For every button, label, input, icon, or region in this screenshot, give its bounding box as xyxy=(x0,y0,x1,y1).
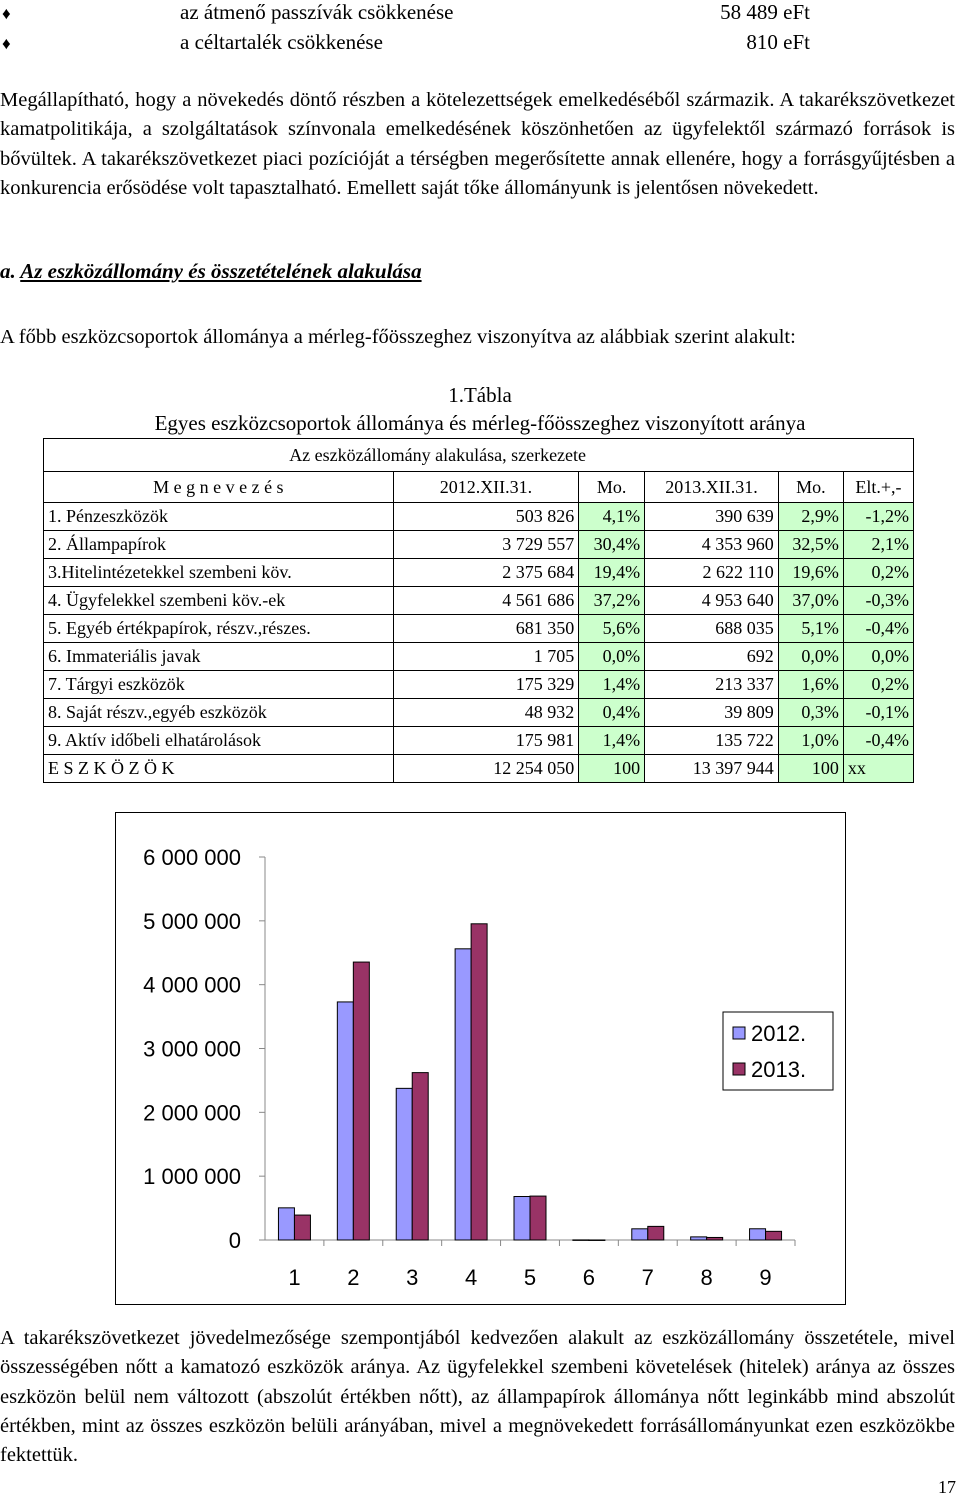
table-cell: 2,9% xyxy=(778,503,843,531)
table-header-row xyxy=(44,472,914,503)
bar-2012-6 xyxy=(573,1240,589,1241)
bar-2013-7 xyxy=(648,1226,664,1240)
table-cell: 175 981 xyxy=(393,727,579,755)
table-cell: 0,2% xyxy=(843,559,913,587)
x-tick-label: 2 xyxy=(347,1265,360,1290)
bar-2013-2 xyxy=(353,962,369,1240)
table-cell: 5,6% xyxy=(579,615,645,643)
section-heading-prefix: a. xyxy=(0,259,21,283)
section-heading-text: Az eszközállomány és összetételének alakulása xyxy=(20,259,422,283)
bar-2013-3 xyxy=(412,1073,428,1240)
x-tick-label: 1 xyxy=(288,1265,301,1290)
table-row xyxy=(44,699,914,727)
header-cell: 2013.XII.31. xyxy=(645,472,779,503)
table-title: Egyes eszközcsoportok állománya és mérleg-főösszeghez viszonyított aránya xyxy=(154,411,806,435)
table-cell: 5. Egyéb értékpapírok, részv.,részes. xyxy=(44,615,394,643)
table-row xyxy=(44,615,914,643)
y-tick-label: 0 xyxy=(228,1228,241,1253)
table-cell: 1. Pénzeszközök xyxy=(44,503,394,531)
y-tick-label: 4 000 000 xyxy=(143,972,241,998)
table-cell: 4 561 686 xyxy=(393,587,579,615)
table-cell: 12 254 050 xyxy=(393,755,579,783)
bullet-item xyxy=(0,0,810,30)
table-cell: 692 xyxy=(645,643,779,671)
table-cell: 5,1% xyxy=(778,615,843,643)
header-cell: Mo. xyxy=(579,472,645,503)
table-cell: 688 035 xyxy=(645,615,779,643)
table-cell: 1,4% xyxy=(579,727,645,755)
table-cell: 100 xyxy=(778,755,843,783)
table-cell: 2,1% xyxy=(843,531,913,559)
table-row xyxy=(44,559,914,587)
table-row xyxy=(44,671,914,699)
table-cell: 135 722 xyxy=(645,727,779,755)
table-cell: 4,1% xyxy=(579,503,645,531)
paragraph-growth: Megállapítható, hogy a növekedés döntő részben a kötelezettségek emelkedéséből származik. A takarékszövetkezet kamatpolitikája, a szolgáltatások színvonala emelkedésének köszönhetően az ügyfelektől származó források is bővültek. A takarékszövetkezet piaci pozícióját a térségben megerősítette annak ellenére, hogy a forrásgyűjtésben a konkurencia erősödése volt tapasztalható. Emellett saját tőke állományunk is jelentősen növekedett. xyxy=(0,89,955,199)
table-cell: 0,3% xyxy=(778,699,843,727)
table-cell: -0,3% xyxy=(843,587,913,615)
asset-table xyxy=(43,438,914,783)
table-row xyxy=(44,503,914,531)
table-cell: -1,2% xyxy=(843,503,913,531)
table-cell: 6. Immateriális javak xyxy=(44,643,394,671)
header-cell: Mo. xyxy=(778,472,843,503)
section-heading xyxy=(0,259,422,284)
bar-2012-9 xyxy=(750,1229,766,1240)
bar-2013-1 xyxy=(294,1215,310,1240)
table-cell: E S Z K Ö Z Ö K xyxy=(44,755,394,783)
paragraph-intro: A főbb eszközcsoportok állománya a mérleg-főösszeghez viszonyítva az alábbiak szerint alakult: xyxy=(0,326,796,348)
bullet-item xyxy=(0,30,810,60)
x-tick-label: 5 xyxy=(523,1265,537,1290)
bullet-text: a céltartalék csökkenése xyxy=(180,30,383,54)
table-cell: 30,4% xyxy=(579,531,645,559)
table-cell: 2 622 110 xyxy=(645,559,779,587)
bar-2012-7 xyxy=(632,1229,648,1240)
x-tick-label: 9 xyxy=(759,1265,772,1290)
table-cell: 1,6% xyxy=(778,671,843,699)
table-cell: 3.Hitelintézetekkel szembeni köv. xyxy=(44,559,394,587)
bar-2013-5 xyxy=(530,1196,546,1240)
table-cell: 4 353 960 xyxy=(645,531,779,559)
paragraph-conclusion: A takarékszövetkezet jövedelmezősége szempontjából kedvezően alakult az eszközállomány összetétele, mivel összességében nőtt a kamatozó eszközök aránya. Az ügyfelekkel szembeni követelések (hitelek) aránya az összes eszközön belül nem változott (abszolút értékben nőtt), az állampapírok állománya nőtt leginkább mind abszolút értékben, mint az összes eszközön belüli arányában, mivel a megnövekedett forrásállományunkat ezen eszközökbe fektettük. xyxy=(0,1327,955,1467)
bar-2013-4 xyxy=(471,924,487,1240)
diamond-bullet-icon: ♦ xyxy=(2,4,11,23)
header-cell: Elt.+,- xyxy=(843,472,913,503)
bullet-text: az átmenő passzívák csökkenése xyxy=(180,0,454,24)
page-number: 17 xyxy=(938,1477,956,1497)
table-cell: 48 932 xyxy=(393,699,579,727)
table-cell: 213 337 xyxy=(645,671,779,699)
table-row xyxy=(44,587,914,615)
table-cell: 4. Ügyfelekkel szembeni köv.-ek xyxy=(44,587,394,615)
table-number: 1.Tábla xyxy=(448,383,512,407)
table-cell: xx xyxy=(843,755,913,783)
y-tick-label: 5 000 000 xyxy=(143,908,241,934)
bullet-value: 810 eFt xyxy=(746,30,810,54)
table-cell: -0,4% xyxy=(843,727,913,755)
x-tick-label: 6 xyxy=(582,1265,596,1290)
table-cell: 37,2% xyxy=(579,587,645,615)
y-tick-label: 2 000 000 xyxy=(143,1100,241,1126)
table-cell: 503 826 xyxy=(393,503,579,531)
bar-2012-3 xyxy=(396,1088,412,1240)
table-cell: 7. Tárgyi eszközök xyxy=(44,671,394,699)
bar-chart xyxy=(115,812,846,1305)
bar-2013-9 xyxy=(766,1231,782,1240)
table-cell: -0,4% xyxy=(843,615,913,643)
table-cell: 37,0% xyxy=(778,587,843,615)
y-tick-label: 3 000 000 xyxy=(143,1036,241,1062)
x-tick-label: 4 xyxy=(464,1265,478,1290)
header-cell: 2012.XII.31. xyxy=(393,472,579,503)
bar-2012-2 xyxy=(337,1002,353,1240)
table-cell: 3 729 557 xyxy=(393,531,579,559)
bar-2013-6 xyxy=(589,1240,605,1241)
bar-2012-1 xyxy=(278,1208,294,1240)
table-cell: 100 xyxy=(579,755,645,783)
table-caption: Az eszközállomány alakulása, szerkezete xyxy=(393,439,913,472)
table-row xyxy=(44,755,914,783)
legend-label: 2013. xyxy=(751,1057,807,1082)
table-cell: 175 329 xyxy=(393,671,579,699)
y-tick-label: 1 000 000 xyxy=(143,1164,241,1190)
legend-swatch xyxy=(733,1027,745,1039)
table-cell: 2. Állampapírok xyxy=(44,531,394,559)
x-tick-label: 7 xyxy=(641,1265,654,1290)
bar-2012-5 xyxy=(514,1197,530,1240)
table-cell: 1,4% xyxy=(579,671,645,699)
table-cell: 4 953 640 xyxy=(645,587,779,615)
x-tick-label: 8 xyxy=(700,1265,713,1290)
header-cell: M e g n e v e z é s xyxy=(44,472,394,503)
table-row xyxy=(44,727,914,755)
diamond-bullet-icon: ♦ xyxy=(2,34,11,53)
table-cell: 681 350 xyxy=(393,615,579,643)
table-cell: 19,4% xyxy=(579,559,645,587)
table-cell: 0,0% xyxy=(843,643,913,671)
x-tick-label: 3 xyxy=(406,1265,419,1290)
table-cell: 32,5% xyxy=(778,531,843,559)
table-cell: 13 397 944 xyxy=(645,755,779,783)
y-tick-label: 6 000 000 xyxy=(143,845,241,870)
table-row xyxy=(44,531,914,559)
table-caption-row xyxy=(44,439,914,472)
table-cell: 9. Aktív időbeli elhatárolások xyxy=(44,727,394,755)
table-cell: 2 375 684 xyxy=(393,559,579,587)
table-cell: 39 809 xyxy=(645,699,779,727)
table-cell: 0,0% xyxy=(778,643,843,671)
bar-2012-4 xyxy=(455,949,471,1240)
bar-2013-8 xyxy=(707,1237,723,1240)
table-cell: 0,0% xyxy=(579,643,645,671)
bar-2012-8 xyxy=(691,1237,707,1240)
table-row xyxy=(44,643,914,671)
bullet-value: 58 489 eFt xyxy=(720,0,810,24)
table-cell: 0,2% xyxy=(843,671,913,699)
legend-swatch xyxy=(733,1063,745,1075)
table-cell: -0,1% xyxy=(843,699,913,727)
table-cell: 0,4% xyxy=(579,699,645,727)
table-cell: 1,0% xyxy=(778,727,843,755)
table-cell: 8. Saját részv.,egyéb eszközök xyxy=(44,699,394,727)
table-cell: 390 639 xyxy=(645,503,779,531)
table-cell: 19,6% xyxy=(778,559,843,587)
legend-label: 2012. xyxy=(751,1021,807,1046)
table-cell: 1 705 xyxy=(393,643,579,671)
